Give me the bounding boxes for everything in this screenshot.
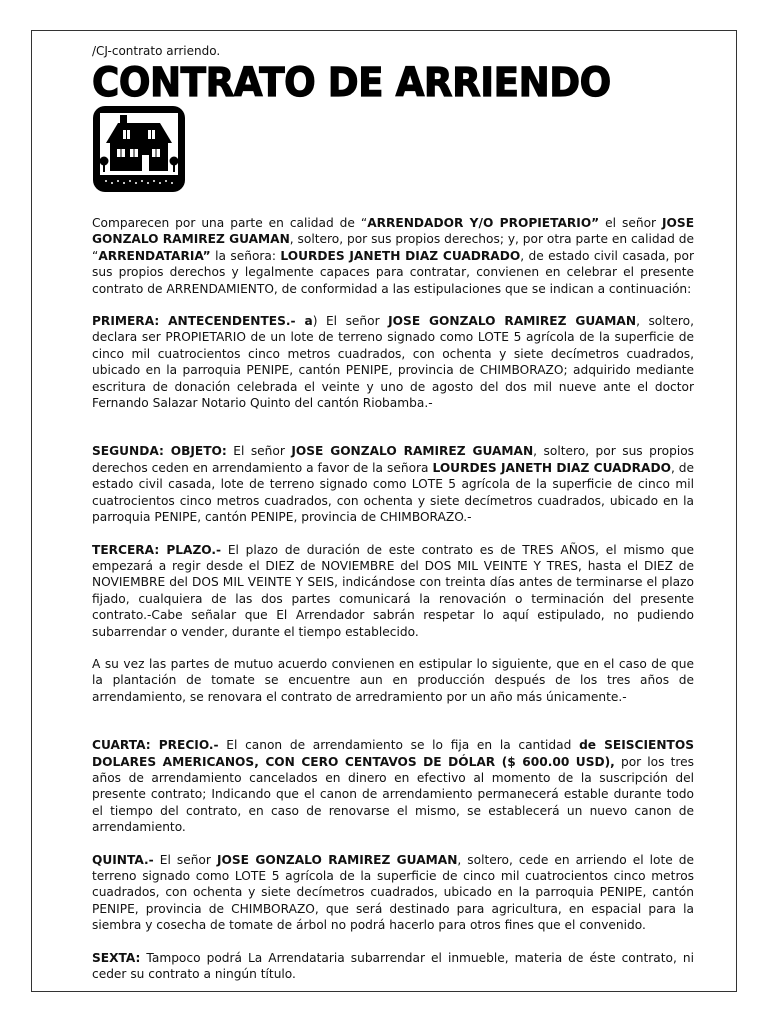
primera-text-run: PRIMERA: ANTECENDENTES.- a [92, 314, 313, 329]
contract-body [92, 215, 694, 982]
clause-sexta [92, 950, 694, 983]
intro-text-run: el señor [599, 216, 663, 230]
clause-segunda [92, 443, 694, 525]
clause-quinta [92, 852, 694, 934]
clause-tercera [92, 542, 694, 640]
clause-acuerdo [92, 656, 694, 705]
segunda-text-run: JOSE GONZALO RAMIREZ GUAMAN [291, 444, 534, 459]
clause-primera [92, 313, 694, 411]
header-note: /CJ-contrato arriendo. [92, 44, 221, 58]
intro-text-run: la señora: [210, 248, 281, 263]
primera-text-run: ) El señor [312, 314, 389, 329]
cuarta-text-run: por los tres años de arrendamiento cancelados en dinero en efectivo al momento de la suscripción del presente contrato; Indicando que el canon de arrendamiento permanecerá estable durante todo el tiempo del contrato, en caso de renovarse el mismo, se establecerá un nuevo canon de arrendamiento. [92, 754, 695, 835]
intro-text-run: , de estado civil casada, por sus propios derechos y legalmente capaces para contratar, convienen en celebrar el presente contrato de ARRENDAMIENTO, de conformidad a las estipulaciones que se indican a continuación: [92, 248, 695, 296]
segunda-text-run: El señor [226, 444, 292, 459]
segunda-text-run: SEGUNDA: OBJETO: [92, 444, 227, 459]
quinta-text-run: QUINTA.- [92, 852, 154, 867]
intro-text-run: ARRENDADOR Y/O PROPIETARIO” [367, 216, 600, 230]
quinta-text-run: JOSE GONZALO RAMIREZ GUAMAN [216, 852, 458, 867]
intro-text-run: JOSE GONZALO RAMIREZ GUAMAN [92, 216, 695, 247]
tercera-text-run: El plazo de duración de este contrato es de TRES AÑOS, el mismo que empezará a regir desde el DIEZ de NOVIEMBRE del DOS MIL VEINTE Y TRES, hasta el DIEZ de NOVIEMBRE del DOS MIL VEINTE Y SEIS, indicándose con treinta días antes de terminarse el plazo fijado, cualquiera de las dos partes comunicará la renovación o terminación del presente contrato.-Cabe señalar que El Arrendador sabrán respetar lo aquí estipulado, no pudiendo subarrendar o vender, durante el tiempo establecido. [92, 542, 695, 639]
clause-cuarta [92, 737, 694, 835]
segunda-text-run: , soltero, por sus propios derechos ceden en arrendamiento a favor de la señora [92, 444, 695, 475]
segunda-text-run: LOURDES JANETH DIAZ CUADRADO [432, 460, 671, 475]
quinta-text-run: El señor [153, 852, 217, 867]
intro-text-run: , soltero, por sus propios derechos; y, por otra parte en calidad de “ [92, 232, 694, 263]
intro-text-run: ARRENDATARIA” [98, 248, 211, 263]
document-title: CONTRATO DE ARRIENDO [92, 60, 611, 106]
document-page [31, 30, 737, 992]
sexta-text-run: Tampoco podrá La Arrendataria subarrendar el inmueble, materia de éste contrato, ni ceder su contrato a ningún título. [92, 950, 694, 982]
house-icon [92, 105, 186, 193]
quinta-text-run: , soltero, cede en arriendo el lote de terreno signado como LOTE 5 agrícola de la superficie de cinco mil cuatrocientos cinco metros cuadrados, con ochenta y siete decímetros cuadrados, ubicado en la parroquia PENIPE, cantón PENIPE, provincia de CHIMBORAZO, que será destinado para agricultura, en espacial para la siembra y cosecha de tomate de árbol no podrá hacerlo para otros fines que el convenido. [92, 852, 694, 933]
acuerdo-text-run: A su vez las partes de mutuo acuerdo convienen en estipular lo siguiente, que en el caso de que la plantación de tomate se encuentre aun en producción después de los tres años de arrendamiento, se renovara el contrato de arredramiento por un año más únicamente.- [92, 656, 694, 704]
primera-text-run: , soltero, declara ser PROPIETARIO de un lote de terreno signado como LOTE 5 agrícola de la superficie de cinco mil cuatrocientos cinco metros cuadrados, con ochenta y siete decímetros cuadrados, ubicado en la parroquia PENIPE, cantón PENIPE, provincia de CHIMBORAZO; adquirido mediante escritura de donación celebrada el veinte y uno de agosto del dos mil nueve ante el doctor Fernando Salazar Notario Quinto del cantón Riobamba.- [92, 314, 694, 411]
cuarta-text-run: El canon de arrendamiento se lo fija en la cantidad [218, 738, 580, 753]
sexta-text-run: SEXTA: [92, 950, 141, 965]
intro-text-run: LOURDES JANETH DIAZ CUADRADO [280, 248, 521, 263]
segunda-text-run: , de estado civil casada, lote de terreno signado como LOTE 5 agrícola de la superficie de cinco mil cuatrocientos cinco metros cuadrados, con ochenta y siete decímetros cuadrados, ubicado en la parroquia PENIPE, cantón PENIPE, provincia de CHIMBORAZO.- [92, 460, 695, 525]
intro-paragraph [92, 215, 694, 297]
tercera-text-run: TERCERA: PLAZO.- [92, 542, 222, 557]
document-content [92, 43, 694, 982]
cuarta-text-run: de SEISCIENTOS DOLARES AMERICANOS, CON CERO CENTAVOS DE DÓLAR ($ 600.00 USD), [92, 738, 695, 769]
primera-text-run: JOSE GONZALO RAMIREZ GUAMAN [388, 314, 637, 329]
cuarta-text-run: CUARTA: PRECIO.- [92, 738, 219, 753]
intro-text-run: Comparecen por una parte en calidad de “ [92, 216, 368, 230]
